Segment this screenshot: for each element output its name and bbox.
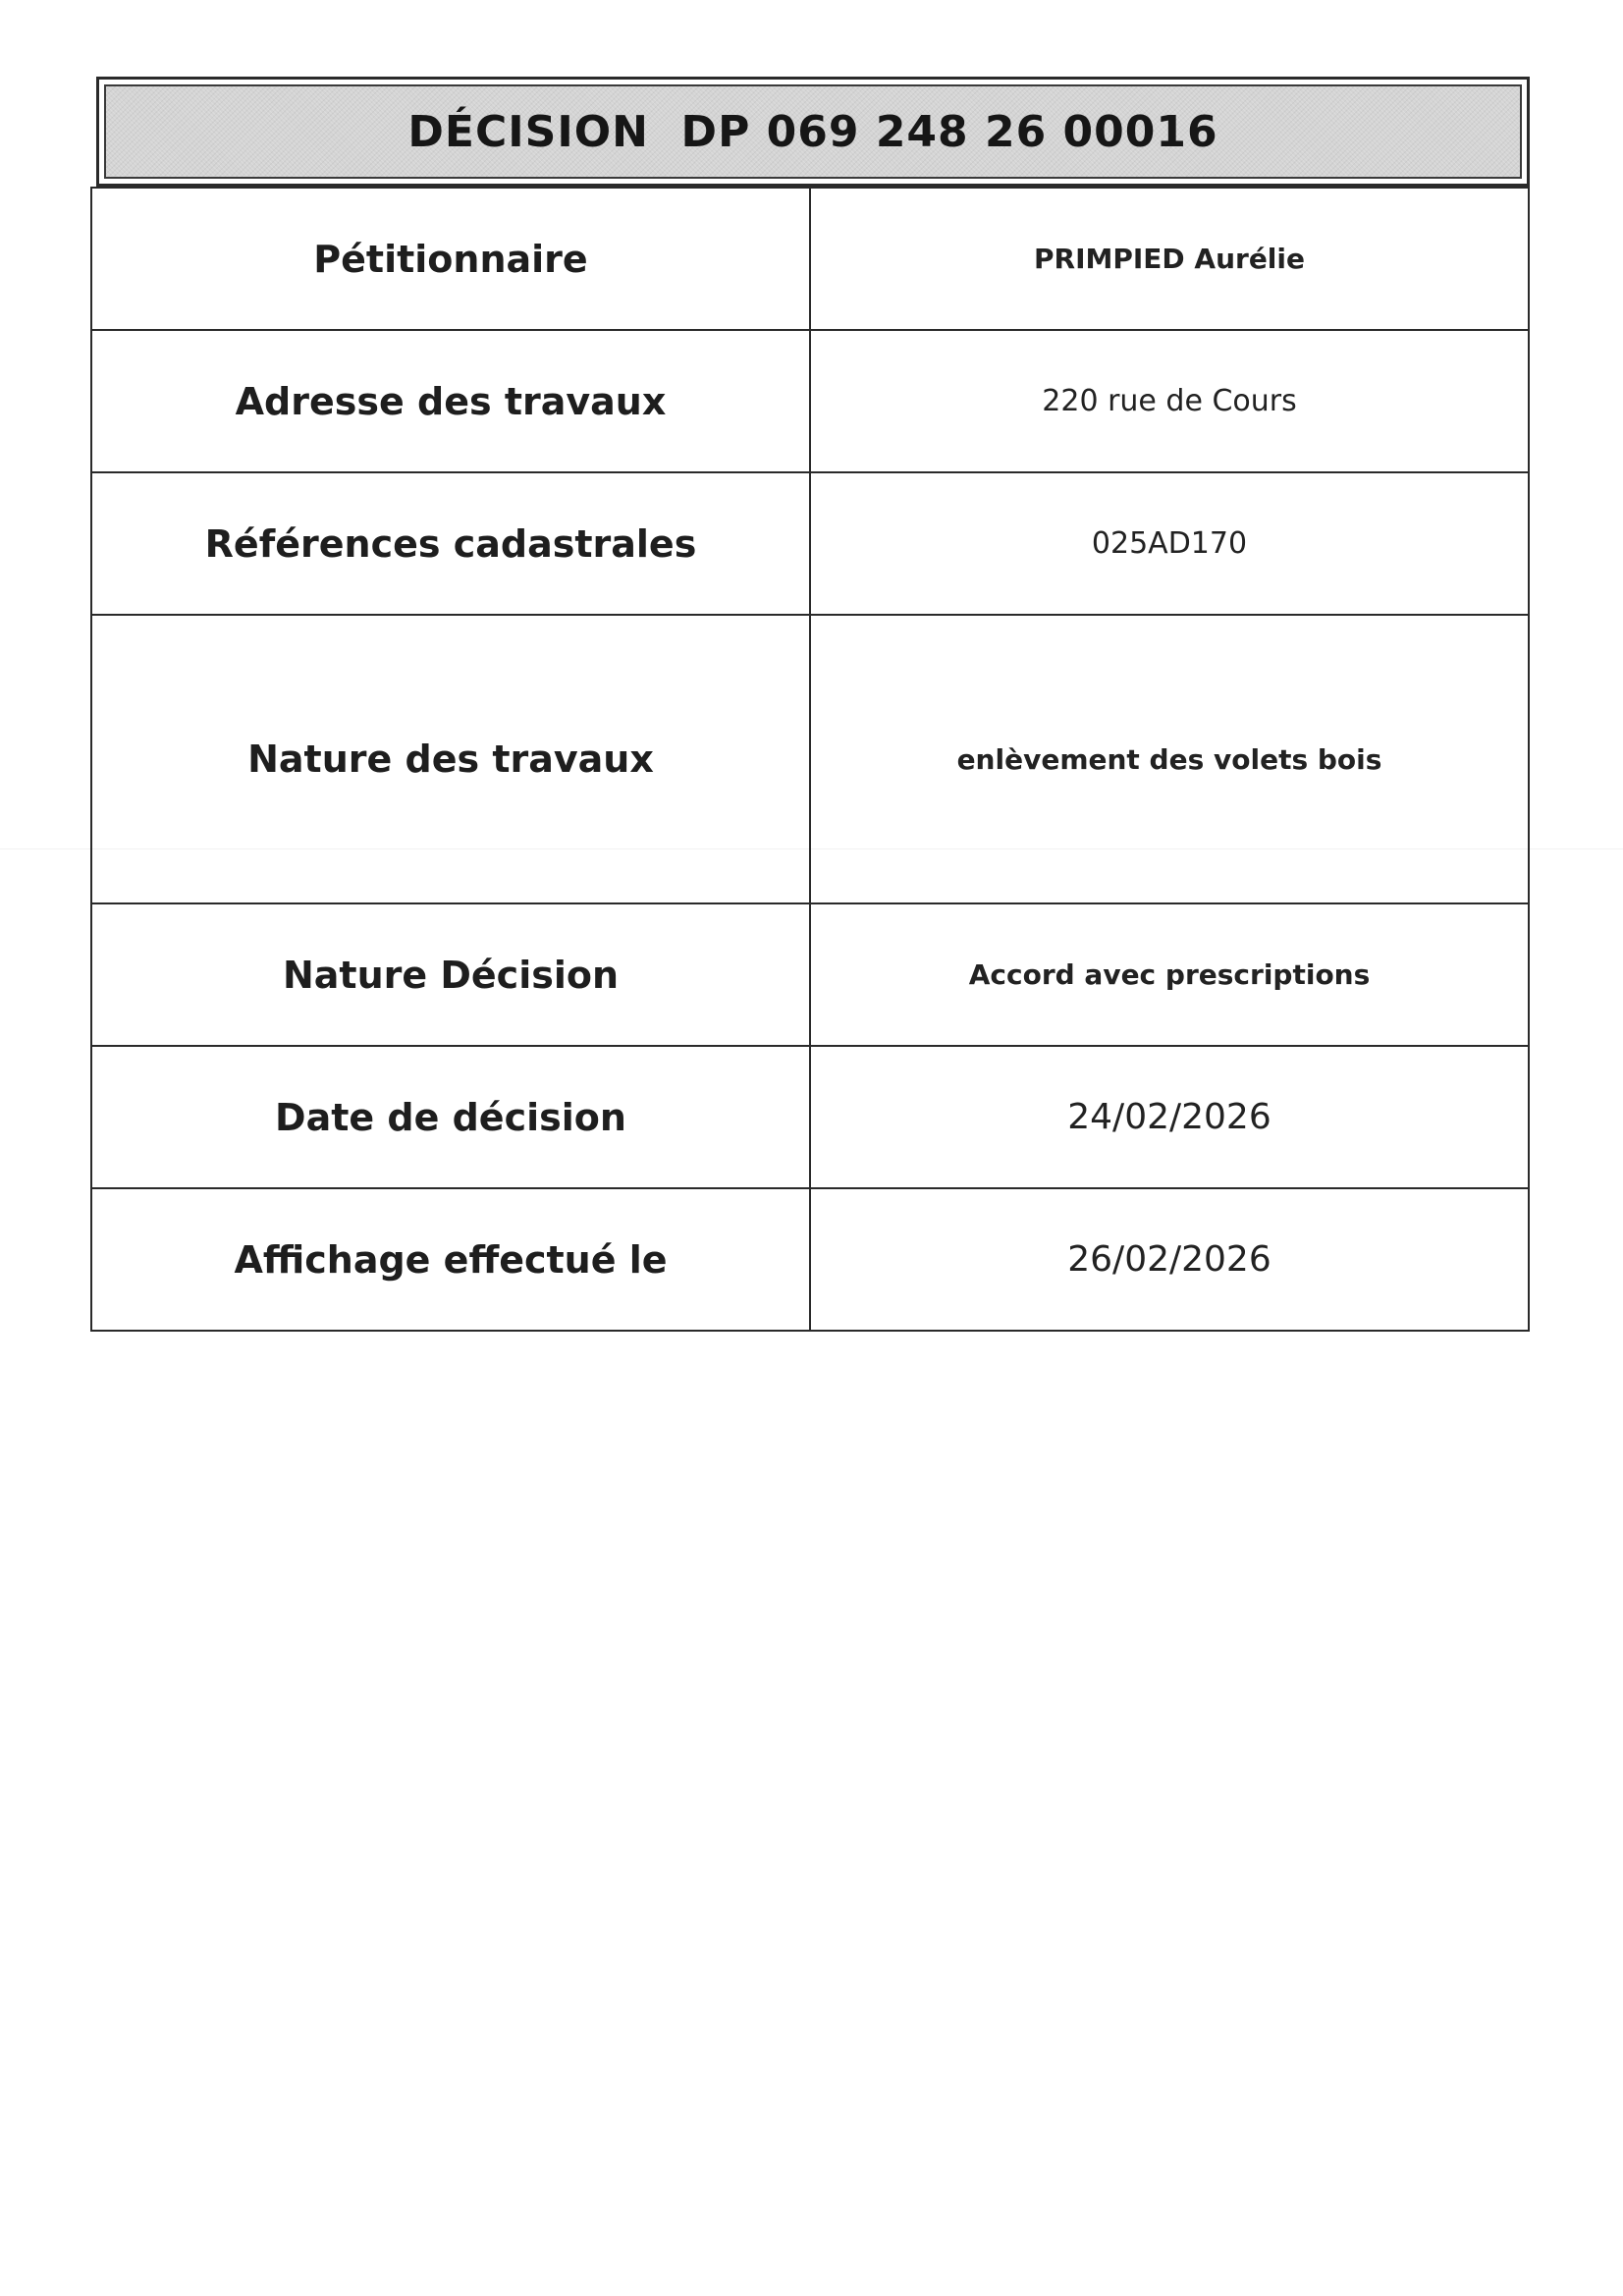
row-value-petitionnaire: PRIMPIED Aurélie bbox=[810, 188, 1529, 330]
table-row-adresse bbox=[91, 330, 1529, 472]
table-row-petitionnaire bbox=[91, 188, 1529, 330]
row-value-references: 025AD170 bbox=[810, 472, 1529, 615]
row-value-nature-decision: Accord avec prescriptions bbox=[810, 903, 1529, 1046]
table-row-nature-travaux bbox=[91, 615, 1529, 903]
decision-header-band bbox=[104, 84, 1522, 179]
row-label-references: Références cadastrales bbox=[91, 472, 810, 615]
table-row-affichage bbox=[91, 1188, 1529, 1331]
row-value-affichage: 26/02/2026 bbox=[810, 1188, 1529, 1331]
row-value-nature-travaux: enlèvement des volets bois bbox=[810, 615, 1529, 903]
table-row-date-decision bbox=[91, 1046, 1529, 1188]
table-row-references bbox=[91, 472, 1529, 615]
row-label-date-decision: Date de décision bbox=[91, 1046, 810, 1188]
row-label-nature-decision: Nature Décision bbox=[91, 903, 810, 1046]
decision-info-table bbox=[90, 187, 1530, 1332]
decision-title: DÉCISION DP 069 248 26 00016 bbox=[407, 106, 1218, 157]
row-value-date-decision: 24/02/2026 bbox=[810, 1046, 1529, 1188]
row-value-adresse: 220 rue de Cours bbox=[810, 330, 1529, 472]
table-row-nature-decision bbox=[91, 903, 1529, 1046]
row-label-adresse: Adresse des travaux bbox=[91, 330, 810, 472]
row-label-nature-travaux: Nature des travaux bbox=[91, 615, 810, 903]
row-label-affichage: Affichage effectué le bbox=[91, 1188, 810, 1331]
decision-header-box bbox=[96, 77, 1530, 187]
row-label-petitionnaire: Pétitionnaire bbox=[91, 188, 810, 330]
